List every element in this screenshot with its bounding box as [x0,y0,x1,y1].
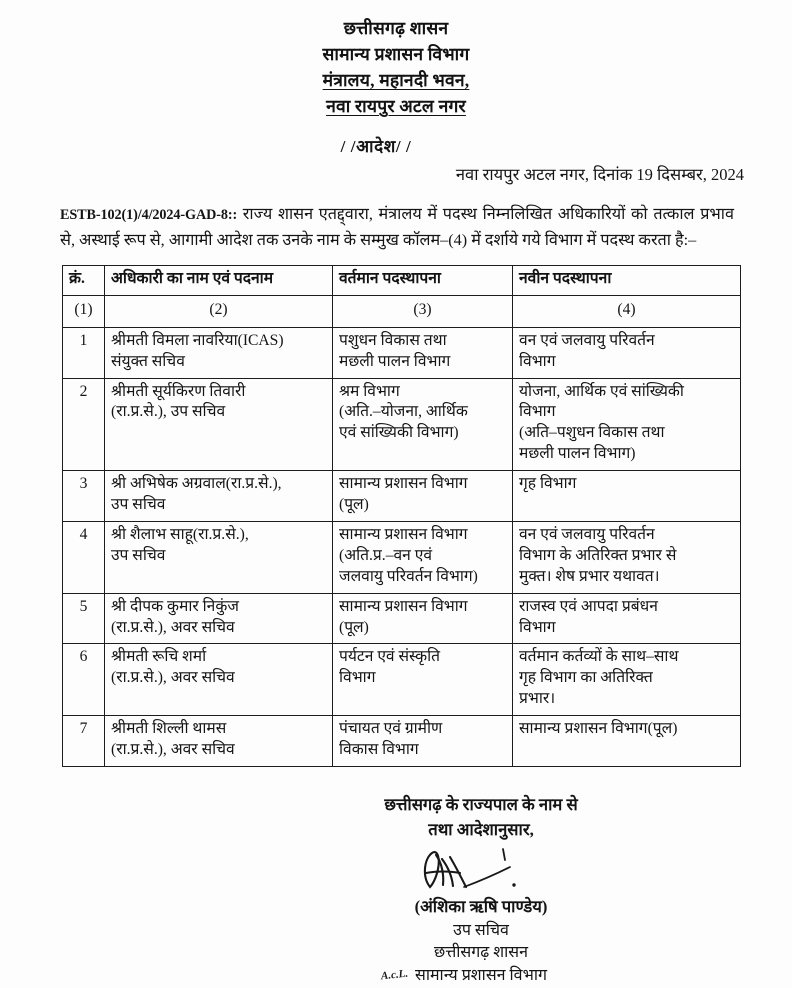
order-body-paragraph [60,201,734,253]
colnum-2: (2) [105,295,333,327]
signatory-department-wrap [380,965,547,988]
row-current-posting: पंचायत एवं ग्रामीण विकास विभाग [333,716,513,767]
row-new-posting: वन एवं जलवायु परिवर्तन विभाग [513,327,741,378]
row-officer: श्रीमती विमला नावरिया(ICAS) संयुक्त सचिव [105,327,333,378]
row-new-posting: वर्तमान कर्तव्यों के साथ–साथ गृह विभाग का अतिरिक्त प्रभार। [513,644,741,716]
letterhead-line-department: सामान्य प्रशासन विभाग [322,43,470,64]
header-sno: क्रं. [63,266,105,296]
row-current-posting: सामान्य प्रशासन विभाग (अति.प्र.–वन एवं जलवायु परिवर्तन विभाग) [333,521,513,593]
row-current-posting: सामान्य प्रशासन विभाग (पूल) [333,593,513,644]
row-officer: श्री अभिषेक अग्रवाल(रा.प्र.से.), उप सचिव [105,471,333,522]
posting-table-body [63,327,741,766]
memo-number: ESTB-102(1)/4/2024-GAD-8:: [60,206,238,223]
row-new-posting: सामान्य प्रशासन विभाग(पूल) [513,716,741,767]
table-row [63,716,741,767]
row-sno: 4 [63,521,105,593]
row-new-posting: गृह विभाग [513,471,741,522]
table-row [63,471,741,522]
header-officer-name: अधिकारी का नाम एवं पदनाम [105,266,333,296]
table-row [63,644,741,716]
letterhead [0,0,792,120]
row-officer: श्री दीपक कुमार निकुंज (रा.प्र.से.), अवर सचिव [105,593,333,644]
letterhead-line-city: नवा रायपुर अटल नगर [326,95,466,116]
row-sno: 2 [63,378,105,471]
posting-table-container [62,265,740,767]
table-row [63,593,741,644]
letterhead-line-building: मंत्रालय, महानदी भवन, [322,69,470,90]
row-new-posting: राजस्व एवं आपदा प्रबंधन विभाग [513,593,741,644]
row-new-posting: वन एवं जलवायु परिवर्तन विभाग के अतिरिक्त प्रभार से मुक्त। शेष प्रभार यथावत। [513,521,741,593]
row-sno: 6 [63,644,105,716]
by-order-of-governor-line2: तथा आदेशानुसार, [428,819,534,839]
colnum-3: (3) [333,295,513,327]
row-sno: 1 [63,327,105,378]
signature-block [0,793,792,988]
row-sno: 5 [63,593,105,644]
posting-table [62,265,741,767]
row-current-posting: पर्यटन एवं संस्कृति विभाग [333,644,513,716]
column-number-row [63,295,741,327]
place-and-date: नवा रायपुर अटल नगर, दिनांक 19 दिसम्बर, 2024 [455,164,744,184]
handwritten-signature [170,843,792,895]
signatory-name: (अंशिका ऋषि पाण्डेय) [414,896,548,916]
header-current-posting: वर्तमान पदस्थापना [333,266,513,296]
colnum-4: (4) [513,295,741,327]
row-officer: श्रीमती रूचि शर्मा (रा.प्र.से.), अवर सचिव [105,644,333,716]
row-sno: 7 [63,716,105,767]
row-officer: श्री शैलाभ साहू(रा.प्र.से.), उप सचिव [105,521,333,593]
table-row [63,378,741,471]
header-new-posting: नवीन पदस्थापना [513,266,741,296]
row-current-posting: पशुधन विकास तथा मछली पालन विभाग [333,327,513,378]
table-row [63,327,741,378]
by-order-of-governor-line1: छत्तीसगढ़ के राज्यपाल के नाम से [384,794,578,814]
signatory-designation: उप सचिव [453,921,509,939]
order-heading: / /आदेश/ / [340,136,412,156]
row-new-posting: योजना, आर्थिक एवं सांख्यिकी विभाग (अति–पशुधन विकास तथा मछली पालन विभाग) [513,378,741,471]
row-current-posting: श्रम विभाग (अति.–योजना, आर्थिक एवं सांख्यिकी विभाग) [333,378,513,471]
colnum-1: (1) [63,295,105,327]
signatory-government: छत्तीसगढ़ शासन [434,944,528,962]
row-current-posting: सामान्य प्रशासन विभाग (पूल) [333,471,513,522]
letterhead-line-government: छत्तीसगढ़ शासन [343,18,449,38]
order-body-text: राज्य शासन एतद्द्वारा, मंत्रालय में पदस्थ निम्नलिखित अधिकारियों को तत्काल प्रभाव से, अस्थाई रूप से, आगामी आदेश तक उनके नाम के सम्मुख कॉलम–(4) में दर्शाये गये विभाग में पदस्थ करता है:– [60,204,734,249]
handwritten-initial-mark: A.c.L. [380,967,409,983]
header-row [63,266,741,296]
posting-table-head [63,266,741,328]
table-row [63,521,741,593]
row-sno: 3 [63,471,105,522]
row-officer: श्रीमती शिल्ली थामस (रा.प्र.से.), अवर सचिव [105,716,333,767]
signatory-department: सामान्य प्रशासन विभाग [415,966,547,984]
row-officer: श्रीमती सूर्यकिरण तिवारी (रा.प्र.से.), उप सचिव [105,378,333,471]
